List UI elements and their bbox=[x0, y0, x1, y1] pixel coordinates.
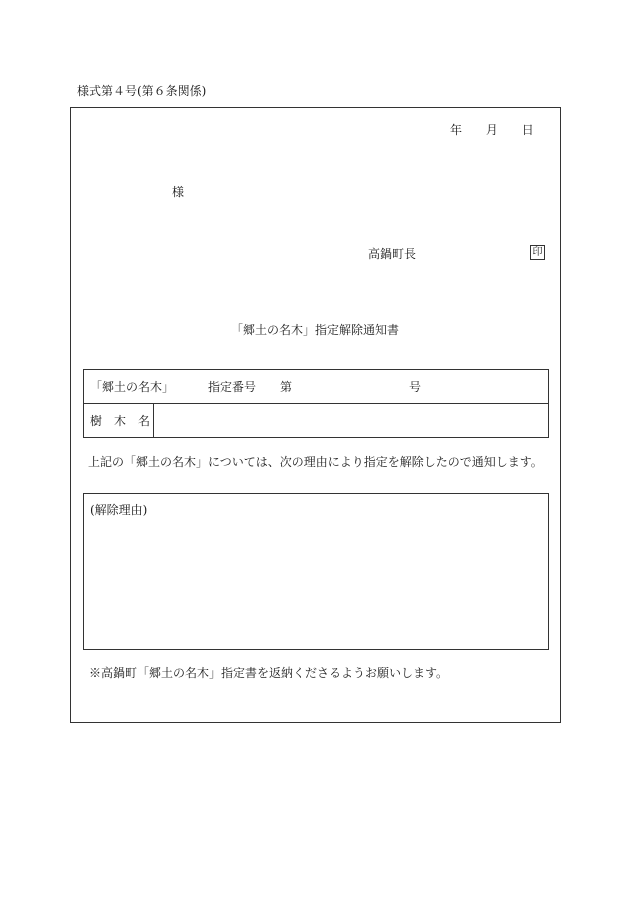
document-title: 「郷土の名木」指定解除通知書 bbox=[230, 323, 399, 337]
date-day-label: 日 bbox=[521, 123, 534, 137]
date-month-label: 月 bbox=[485, 123, 498, 137]
seal-mark: 印 bbox=[530, 245, 545, 260]
notice-text: 上記の「郷土の名木」については、次の理由により指定を解除したので通知します。 bbox=[88, 455, 543, 469]
tree-name-divider bbox=[153, 404, 154, 437]
info-table bbox=[83, 369, 549, 438]
info-row-designation bbox=[84, 370, 548, 404]
meiboku-label: 「郷土の名木」 bbox=[90, 380, 175, 394]
date-year-label: 年 bbox=[450, 123, 463, 137]
addressee-honorific: 様 bbox=[172, 185, 185, 199]
date-line bbox=[450, 124, 534, 136]
info-row-tree-name bbox=[84, 404, 548, 437]
form-number: 様式第４号(第６条関係) bbox=[77, 84, 207, 98]
designation-number-label: 指定番号 bbox=[208, 380, 257, 394]
tree-name-label: 樹 木 名 bbox=[90, 414, 151, 428]
reason-label: (解除理由) bbox=[90, 503, 148, 517]
issuer-title: 高鍋町長 bbox=[368, 247, 417, 261]
dai-label: 第 bbox=[280, 380, 293, 394]
footnote: ※高鍋町「郷土の名木」指定書を返納くださるようお願いします。 bbox=[89, 666, 449, 680]
reason-box bbox=[83, 493, 549, 650]
gou-label: 号 bbox=[409, 380, 422, 394]
